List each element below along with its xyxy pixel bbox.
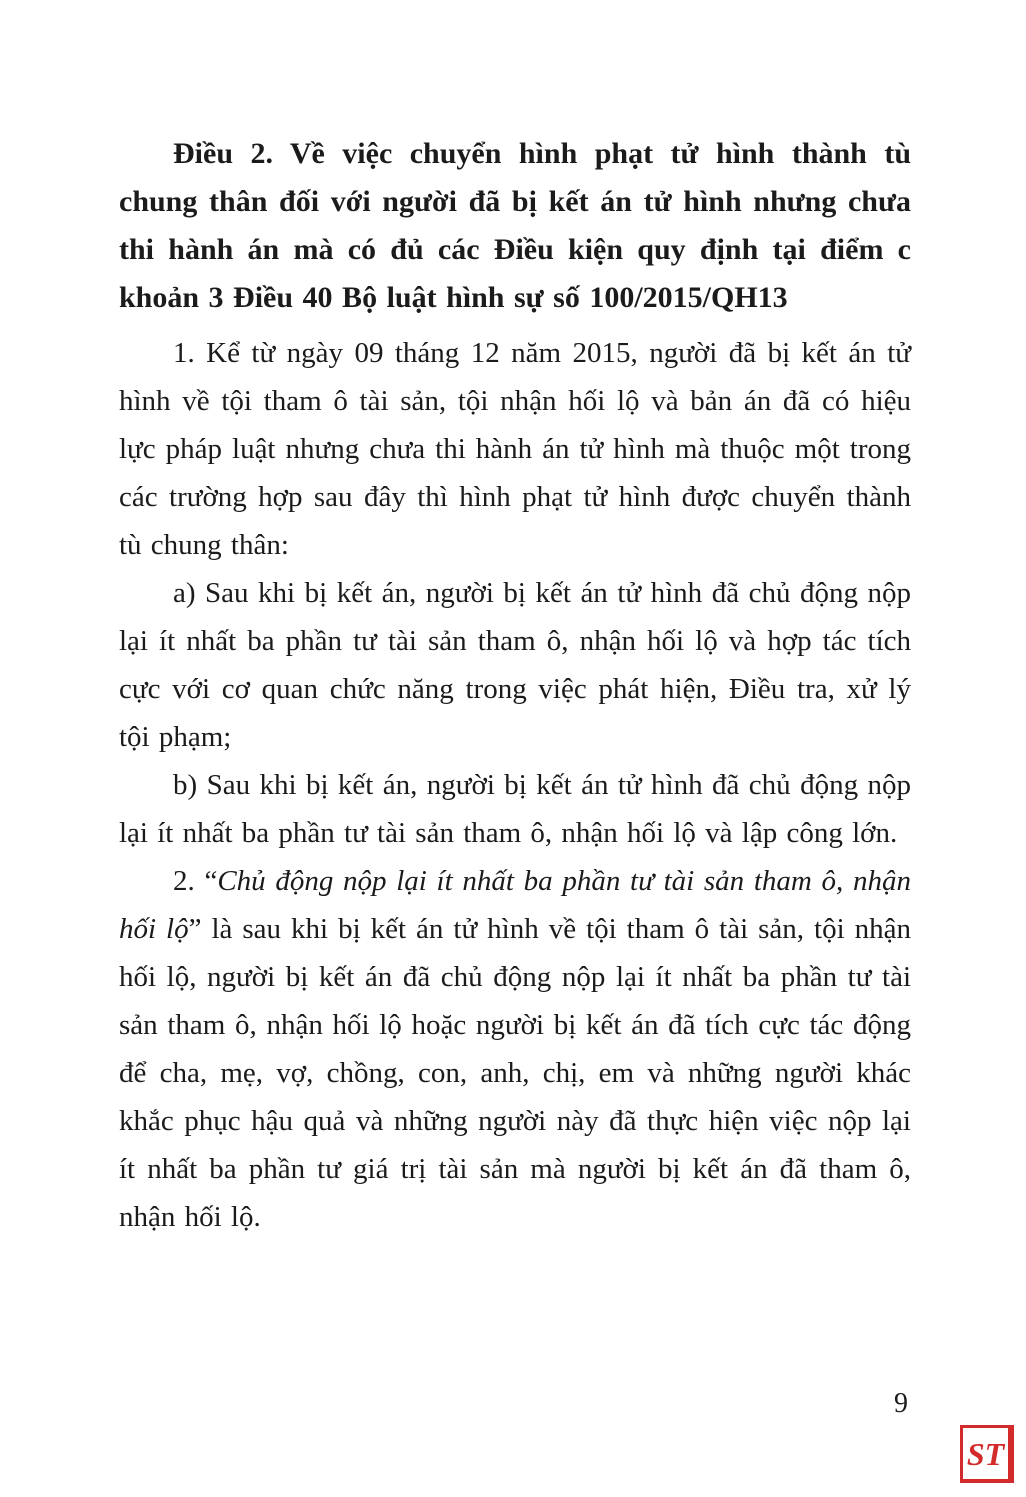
st-logo-text: ST — [966, 1435, 1005, 1472]
paragraph-clause-2-quote: Chủ động nộp lại ít nhất ba phần tư tài sản tham ô, nhận hối lộ — [119, 865, 912, 945]
paragraph-clause-2 — [119, 857, 911, 1241]
paragraph-clause-2-rest: ” là sau khi bị kết án tử hình về tội tham ô tài sản, tội nhận hối lộ, người bị kết án đã chủ động nộp lại ít nhất ba phần tư tài sản tham ô, nhận hối lộ hoặc người bị kết án đã tích cực tác động để cha, mẹ, vợ, chồng, con, anh, chị, em và những người khác khắc phục hậu quả và những người này đã thực hiện việc nộp lại ít nhất ba phần tư giá trị tài sản mà người bị kết án đã tham ô, nhận hối lộ. — [119, 913, 911, 1233]
article-heading: Điều 2. Về việc chuyển hình phạt tử hình thành tù chung thân đối với người đã bị kết án tử hình nhưng chưa thi hành án mà có đủ các Điều kiện quy định tại điểm c khoản 3 Điều 40 Bộ luật hình sự số 100/2015/QH13 — [119, 137, 911, 314]
paragraph-point-a: a) Sau khi bị kết án, người bị kết án tử hình đã chủ động nộp lại ít nhất ba phần tư tài sản tham ô, nhận hối lộ và hợp tác tích cực với cơ quan chức năng trong việc phát hiện, Điều tra, xử lý tội phạm; — [119, 577, 911, 753]
document-content — [119, 130, 911, 1241]
paragraph-point-b: b) Sau khi bị kết án, người bị kết án tử hình đã chủ động nộp lại ít nhất ba phần tư tài sản tham ô, nhận hối lộ và lập công lớn. — [119, 769, 911, 849]
paragraph-clause-1: 1. Kể từ ngày 09 tháng 12 năm 2015, người đã bị kết án tử hình về tội tham ô tài sản, tội nhận hối lộ và bản án đã có hiệu lực pháp luật nhưng chưa thi hành án tử hình mà thuộc một trong các trường hợp sau đây thì hình phạt tử hình được chuyển thành tù chung thân: — [119, 337, 911, 561]
page-number: 9 — [894, 1388, 908, 1419]
paragraph-clause-2-prefix: 2. “ — [173, 865, 218, 897]
st-logo — [960, 1425, 1014, 1483]
